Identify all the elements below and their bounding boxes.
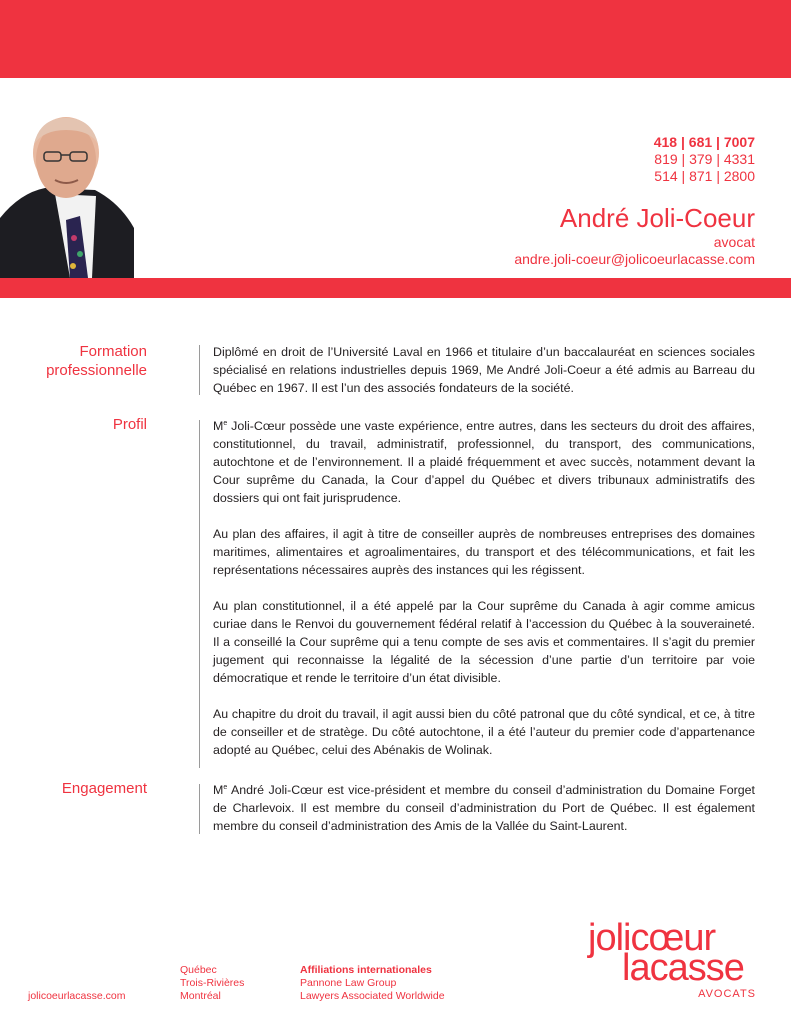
portrait-photo (0, 108, 134, 278)
section-body-profil (213, 417, 755, 759)
profil-paragraph: Au plan des affaires, il agit à titre de conseiller auprès de nombreuses entreprises des domaines maritimes, alimentaires et agroalimentaires, du transport et des télécommunications, et fait les représentations nécessaires auprès des instances qui les régissent. (213, 527, 755, 577)
section-rule (199, 345, 200, 395)
profil-paragraph: Au plan constitutionnel, il a été appelé par la Cour suprême du Canada à agir comme amicus curiae dans le Renvoi du gouvernement fédéral relatif à l’accession du Québec à la souveraineté. Il a conseillé la Cour suprême qui a tenu compte de ses avis et commentaires. Il s’agit du premier jugement qui reconnaisse la légalité de la sécession d’une partie d’un territoire par voie démocratique et rende le territoire d’un état divisible. (213, 599, 755, 685)
header-red-band (0, 278, 791, 298)
label-line: professionnelle (46, 362, 147, 379)
firm-logo (588, 918, 758, 1002)
affiliation-item: Pannone Law Group (300, 977, 397, 989)
section-label-formation (0, 342, 147, 380)
section-rule (199, 420, 200, 768)
phone-montreal[interactable]: 514 | 871 | 2800 (654, 168, 755, 184)
city-quebec: Québec (180, 964, 217, 976)
phone-trois-rivieres[interactable]: 819 | 379 | 4331 (654, 151, 755, 167)
lawyer-name: André Joli-Coeur (559, 203, 755, 233)
honorific-sup: e (223, 419, 228, 427)
affiliations-title: Affiliations internationales (300, 964, 432, 976)
honorific-m: M (213, 783, 224, 797)
logo-line-2: lacasse (622, 947, 744, 989)
city-trois-rivieres: Trois-Rivières (180, 977, 245, 989)
profil-paragraph: Au chapitre du droit du travail, il agit aussi bien du côté patronal que du côté syndical, et ce, à titre de conseiller et de stratège. Du côté autochtone, il a été l’auteur du premier code d’appartenance adopté au Québec, celui des Abénakis de Wolinak. (213, 707, 755, 757)
email-link[interactable]: andre.joli-coeur@jolicoeurlacasse.com (514, 251, 755, 267)
footer-cities (180, 964, 244, 1003)
affiliation-item: Lawyers Associated Worldwide (300, 990, 445, 1002)
section-label-engagement: Engagement (61, 780, 147, 797)
section-body-formation (213, 343, 755, 397)
engagement-text: André Joli-Cœur est vice-président et membre du conseil d’administration du Domaine Forget de Charlevoix. Il est membre du conseil d’administration du Port de Québec. Il est également membre du conseil d’administration des Amis de la Vallée du Saint-Laurent. (213, 783, 755, 833)
honorific-m: M (213, 419, 224, 433)
section-label-profil: Profil (112, 416, 147, 433)
lawyer-title: avocat (713, 234, 755, 250)
phone-main[interactable]: 418 | 681 | 7007 (653, 134, 755, 150)
label-line: Formation (79, 343, 147, 360)
honorific-sup: e (223, 783, 228, 791)
formation-text: Diplômé en droit de l’Université Laval en 1966 et titulaire d’un baccalauréat en sciences sociales spécialisé en relations industrielles depuis 1969, Me André Joli-Coeur a été admis au Barreau du Québec en 1967. Il est l’un des associés fondateurs de la société. (213, 345, 755, 395)
city-montreal: Montréal (180, 990, 221, 1002)
section-rule (199, 784, 200, 834)
profil-text: Joli-Cœur possède une vaste expérience, entre autres, dans les secteurs du droit des affaires, constitutionnel, du travail, administratif, professionnel, du transport, des communications, autochtone et de l’environnement. Il a plaidé fréquemment et avec succès, notamment devant la Cour suprême du Canada, la Cour d’appel du Québec et divers tribunaux administratifs des dossiers qui ont fait jurisprudence. (213, 419, 755, 505)
engagement-paragraph (213, 781, 755, 835)
logo-line-3: AVOCATS (698, 988, 756, 1000)
profil-paragraph (213, 417, 755, 507)
footer-affiliations (300, 964, 445, 1003)
top-red-band (0, 0, 791, 78)
section-body-engagement (213, 781, 755, 835)
logo-line-1: jolicœur (588, 917, 716, 959)
website-link[interactable]: jolicoeurlacasse.com (28, 990, 126, 1002)
phone-block (654, 134, 755, 185)
